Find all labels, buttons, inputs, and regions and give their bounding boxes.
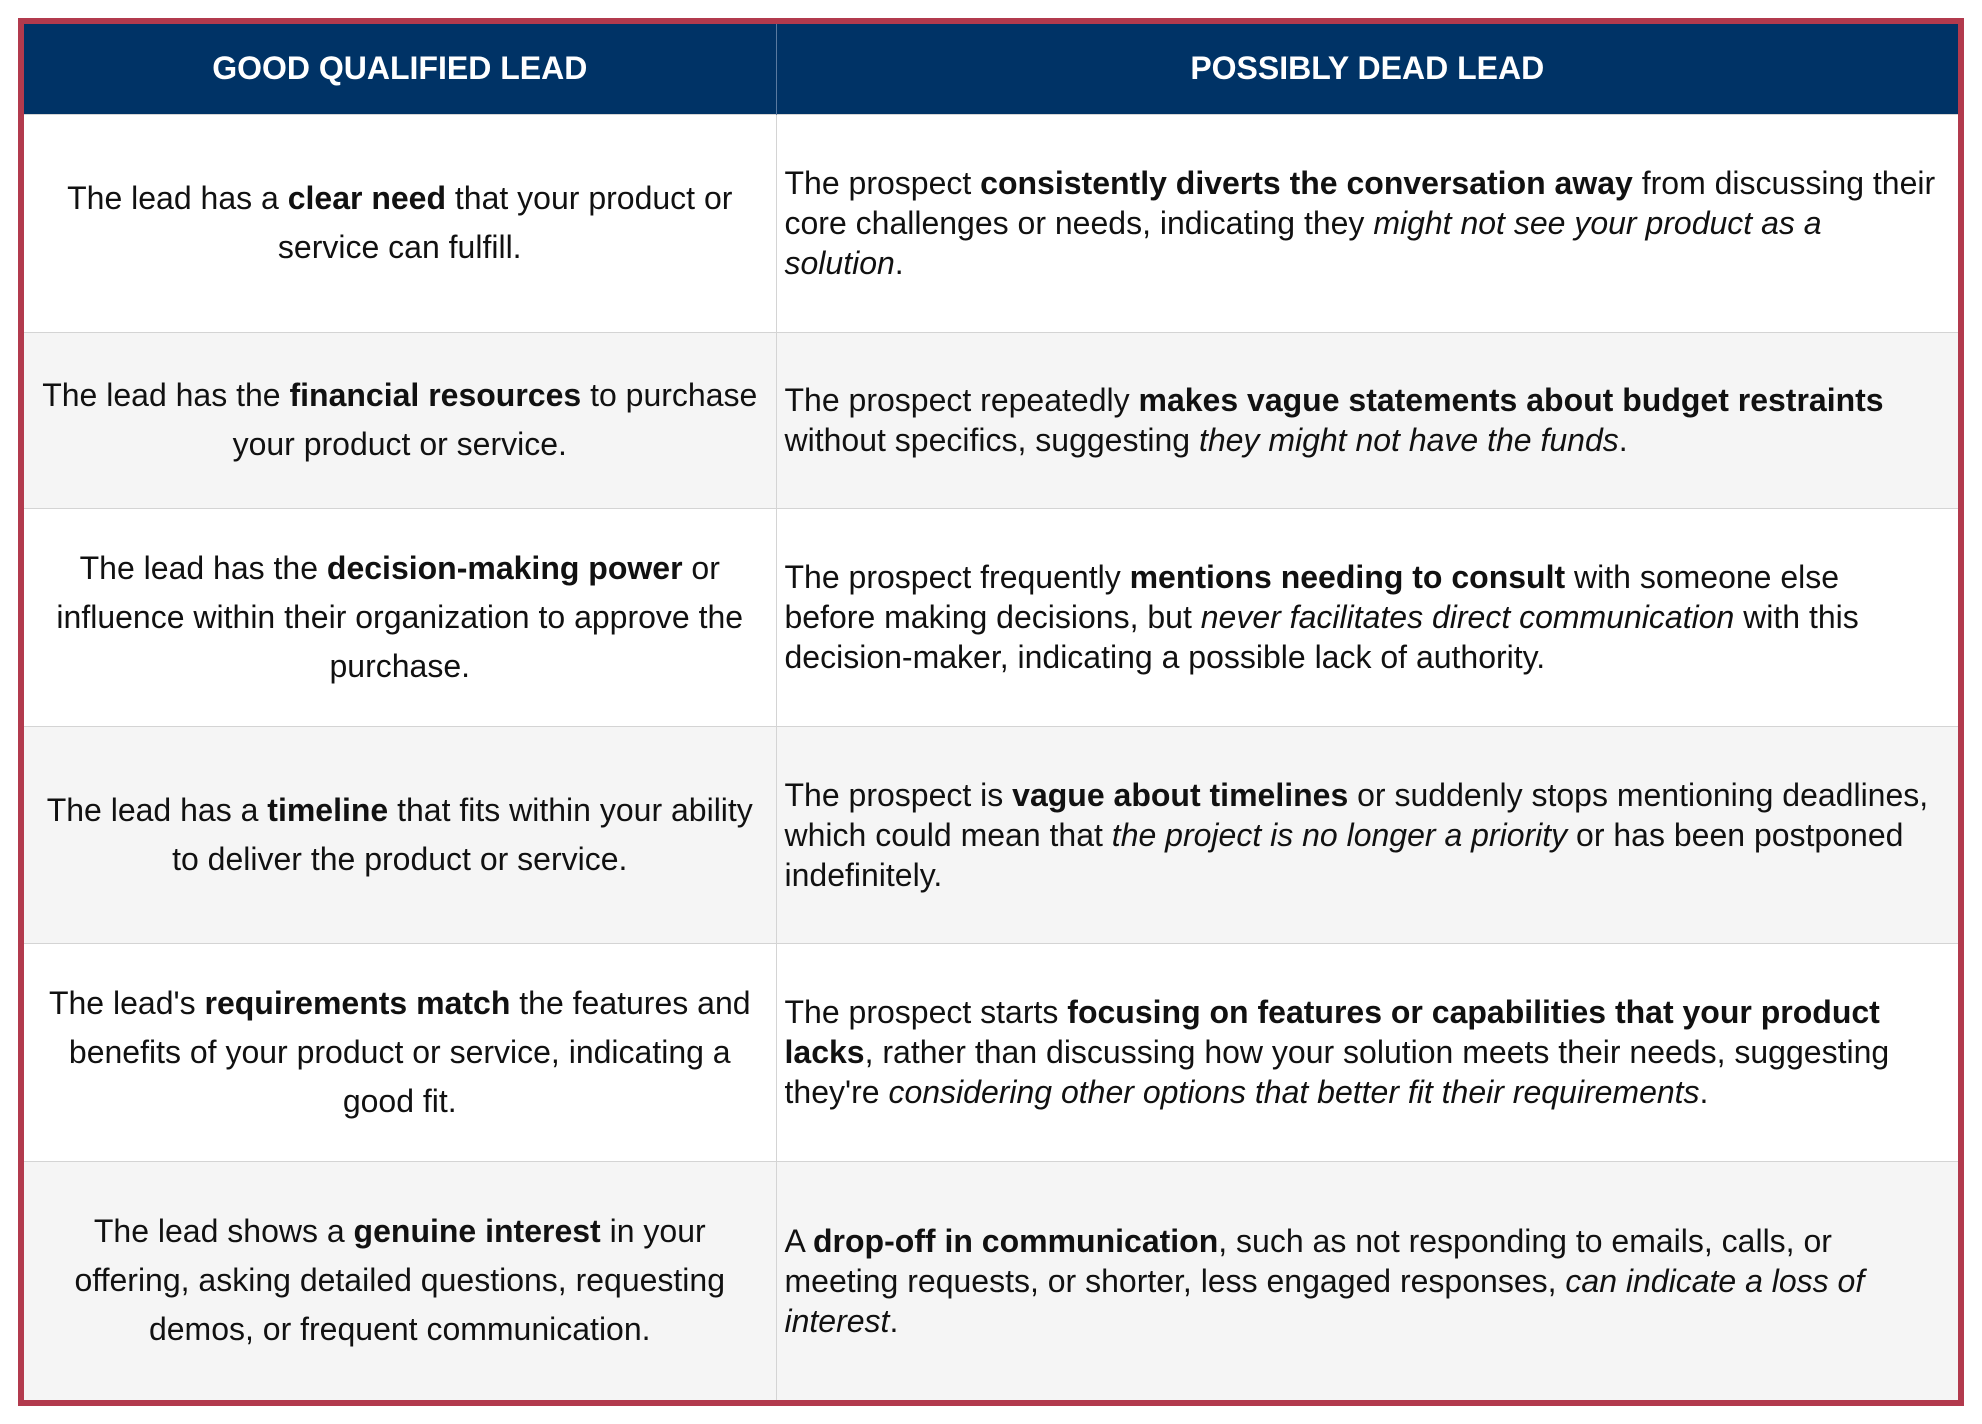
- text-run: .: [889, 1302, 899, 1339]
- bold-phrase: timeline: [267, 791, 389, 828]
- header-possibly-dead-lead: POSSIBLY DEAD LEAD: [776, 24, 1958, 114]
- text-run: The lead shows a: [93, 1213, 354, 1250]
- text-run: with this decision-maker, indicating a possible lack of authority.: [784, 599, 1859, 675]
- table-row: [24, 114, 1958, 332]
- bold-phrase: vague about timelines: [1012, 776, 1349, 813]
- text-run: or influence within their organization to approve the purchase.: [56, 549, 744, 684]
- text-run: to purchase your product or service.: [232, 377, 758, 462]
- text-run: The prospect frequently: [784, 559, 1130, 595]
- italic-phrase: the project is no longer a priority: [1111, 816, 1568, 853]
- bold-phrase: clear need: [287, 180, 447, 216]
- text-run: from discussing their core challenges or needs, indicating they: [784, 165, 1936, 241]
- bold-phrase: mentions needing to consult: [1129, 559, 1566, 595]
- table-row: [24, 508, 1958, 726]
- dead-lead-cell: [776, 726, 1958, 943]
- header-good-qualified-lead: GOOD QUALIFIED LEAD: [24, 24, 776, 114]
- table-row: [24, 332, 1958, 508]
- italic-phrase: considering other options that better fit their requirements: [888, 1074, 1700, 1110]
- dead-lead-cell: [776, 114, 1958, 332]
- bold-phrase: makes vague statements about budget restraints: [1138, 382, 1884, 418]
- bold-phrase: drop-off in communication: [812, 1222, 1219, 1259]
- dead-lead-cell: [776, 332, 1958, 508]
- text-run: The lead has the: [79, 549, 327, 586]
- text-run: with someone else before making decisions, but: [784, 559, 1840, 635]
- text-run: , such as not responding to emails, calls, or meeting requests, or shorter, less engaged responses,: [784, 1222, 1832, 1299]
- dead-lead-cell: [776, 1161, 1958, 1400]
- good-lead-cell: [24, 943, 776, 1161]
- good-lead-cell: [24, 332, 776, 508]
- good-lead-cell: [24, 114, 776, 332]
- text-run: .: [1618, 422, 1628, 458]
- dead-lead-cell: [776, 508, 1958, 726]
- text-run: , rather than discussing how your solution meets their needs, suggesting they're: [784, 1034, 1890, 1110]
- bold-phrase: decision-making power: [326, 549, 683, 586]
- text-run: .: [894, 245, 904, 281]
- table-row: [24, 726, 1958, 943]
- text-run: that your product or service can fulfill.: [277, 180, 733, 265]
- bold-phrase: consistently diverts the conversation away: [980, 165, 1633, 201]
- text-run: or suddenly stops mentioning deadlines, which could mean that: [784, 776, 1929, 853]
- italic-phrase: never facilitates direct communication: [1200, 599, 1735, 635]
- text-run: The lead has a: [67, 180, 288, 216]
- bold-phrase: genuine interest: [353, 1213, 601, 1250]
- italic-phrase: might not see your product as a solution: [784, 205, 1822, 281]
- header-row: [24, 24, 1958, 114]
- text-run: The prospect starts: [784, 994, 1068, 1030]
- table-frame: [18, 18, 1964, 1406]
- text-run: in your offering, asking detailed questions, requesting demos, or frequent communication.: [74, 1213, 725, 1348]
- text-run: that fits within your ability to deliver the product or service.: [172, 791, 753, 877]
- text-run: A: [784, 1222, 813, 1259]
- dead-lead-cell: [776, 943, 1958, 1161]
- text-run: The prospect repeatedly: [784, 382, 1139, 418]
- good-lead-cell: [24, 726, 776, 943]
- bold-phrase: requirements match: [204, 984, 511, 1021]
- table-row: [24, 1161, 1958, 1400]
- good-lead-cell: [24, 1161, 776, 1400]
- text-run: The lead has the: [42, 377, 290, 413]
- text-run: or has been postponed indefinitely.: [784, 816, 1904, 893]
- text-run: without specifics, suggesting: [784, 422, 1199, 458]
- italic-phrase: they might not have the funds: [1198, 422, 1619, 458]
- text-run: The prospect: [784, 165, 981, 201]
- lead-comparison-table: [24, 24, 1958, 1400]
- table-row: [24, 943, 1958, 1161]
- good-lead-cell: [24, 508, 776, 726]
- bold-phrase: focusing on features or capabilities that your product lacks: [784, 994, 1880, 1070]
- bold-phrase: financial resources: [289, 377, 582, 413]
- italic-phrase: can indicate a loss of interest: [784, 1262, 1865, 1339]
- text-run: .: [1699, 1074, 1709, 1110]
- text-run: The lead's: [48, 984, 205, 1021]
- text-run: The prospect is: [784, 776, 1013, 813]
- text-run: The lead has a: [46, 791, 268, 828]
- text-run: the features and benefits of your product or service, indicating a good fit.: [68, 984, 751, 1119]
